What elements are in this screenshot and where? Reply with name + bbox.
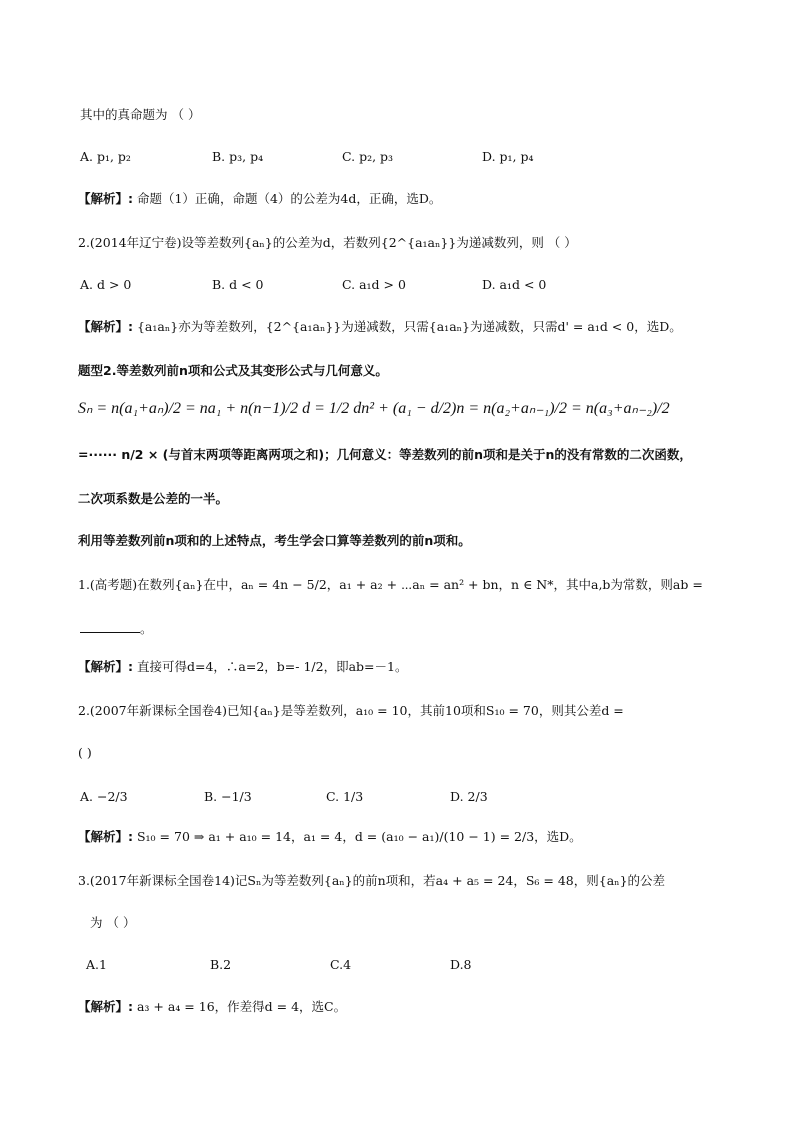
option-d: D. 2/3	[450, 789, 488, 804]
option-a: A. −2/3	[80, 789, 128, 804]
option-c: C. p₂, p₃	[342, 149, 394, 164]
example-stem-cont: 为 （ ）	[90, 915, 136, 930]
analysis: 【解析】: 直接可得d=4，∴a=2，b=- 1/2，即ab=－1。	[78, 659, 408, 674]
analysis-label: 【解析】:	[78, 319, 133, 334]
option-c: C. a₁d > 0	[342, 277, 406, 292]
option-c: C. 1/3	[326, 789, 364, 804]
example-stem: 1.(高考题)在数列{aₙ}在中，aₙ = 4n − 5/2，a₁ + a₂ + ⋯aₙ = an² + bn，n ∈ N*，其中a,b为常数，则ab =	[78, 577, 703, 592]
option-a: A. p₁, p₂	[80, 149, 131, 164]
analysis: 【解析】: 命题（1）正确，命题（4）的公差为4d，正确，选D。	[78, 191, 442, 206]
analysis-label: 【解析】:	[78, 659, 133, 674]
analysis: 【解析】: {a₁aₙ}亦为等差数列，{2^{a₁aₙ}}为递减数，只需{a₁aₙ}为递减数，只需d' = a₁d < 0，选D。	[78, 319, 682, 334]
option-d: D. a₁d < 0	[482, 277, 547, 292]
option-a: A.1	[86, 957, 107, 972]
analysis-label: 【解析】:	[78, 999, 133, 1014]
option-c: C.4	[330, 957, 352, 972]
formula-continuation: =······ n/2 × (与首末两项等距离两项之和)；几何意义：等差数列的前n项和是关于n的没有常数的二次函数，	[78, 447, 692, 462]
analysis-label: 【解析】:	[78, 191, 133, 206]
option-b: B. −1/3	[204, 789, 252, 804]
section-title: 题型2.等差数列前n项和公式及其变形公式与几何意义。	[78, 363, 388, 378]
answer-paren: ( )	[78, 745, 92, 760]
example-stem: 3.(2017年新课标全国卷14)记Sₙ为等差数列{aₙ}的前n项和，若a₄ + a₅ = 24，S₆ = 48，则{aₙ}的公差	[78, 873, 666, 888]
section-tip: 利用等差数列前n项和的上述特点，考生学会口算等差数列的前n项和。	[78, 533, 471, 548]
analysis: 【解析】: a₃ + a₄ = 16，作差得d = 4，选C。	[78, 999, 347, 1014]
analysis: 【解析】: S₁₀ = 70 ⇒ a₁ + a₁₀ = 14，a₁ = 4，d = (a₁₀ − a₁)/(10 − 1) = 2/3，选D。	[78, 829, 582, 844]
option-a: A. d > 0	[80, 277, 132, 292]
section-line2: 二次项系数是公差的一半。	[78, 491, 229, 506]
blank-line	[80, 620, 140, 633]
question-stem: 其中的真命题为 （ ）	[80, 107, 201, 122]
option-b: B. d < 0	[212, 277, 264, 292]
option-b: B.2	[210, 957, 232, 972]
example-stem: 2.(2007年新课标全国卷4)已知{aₙ}是等差数列，a₁₀ = 10，其前10项和S₁₀ = 70，则其公差d =	[78, 703, 624, 718]
sum-formula: Sₙ = n(a₁+aₙ)/2 = na₁ + n(n−1)/2 d = 1/2 dn² + (a₁ − d/2)n = n(a₂+aₙ₋₁)/2 = n(a₃+aₙ₋₂)/2	[78, 400, 670, 417]
analysis-label: 【解析】:	[78, 829, 133, 844]
option-b: B. p₃, p₄	[212, 149, 264, 164]
answer-blank: 。	[80, 618, 153, 640]
option-d: D. p₁, p₄	[482, 149, 534, 164]
question-stem: 2.(2014年辽宁卷)设等差数列{aₙ}的公差为d，若数列{2^{a₁aₙ}}为递减数列，则 （ ）	[78, 235, 577, 250]
option-d: D.8	[450, 957, 472, 972]
